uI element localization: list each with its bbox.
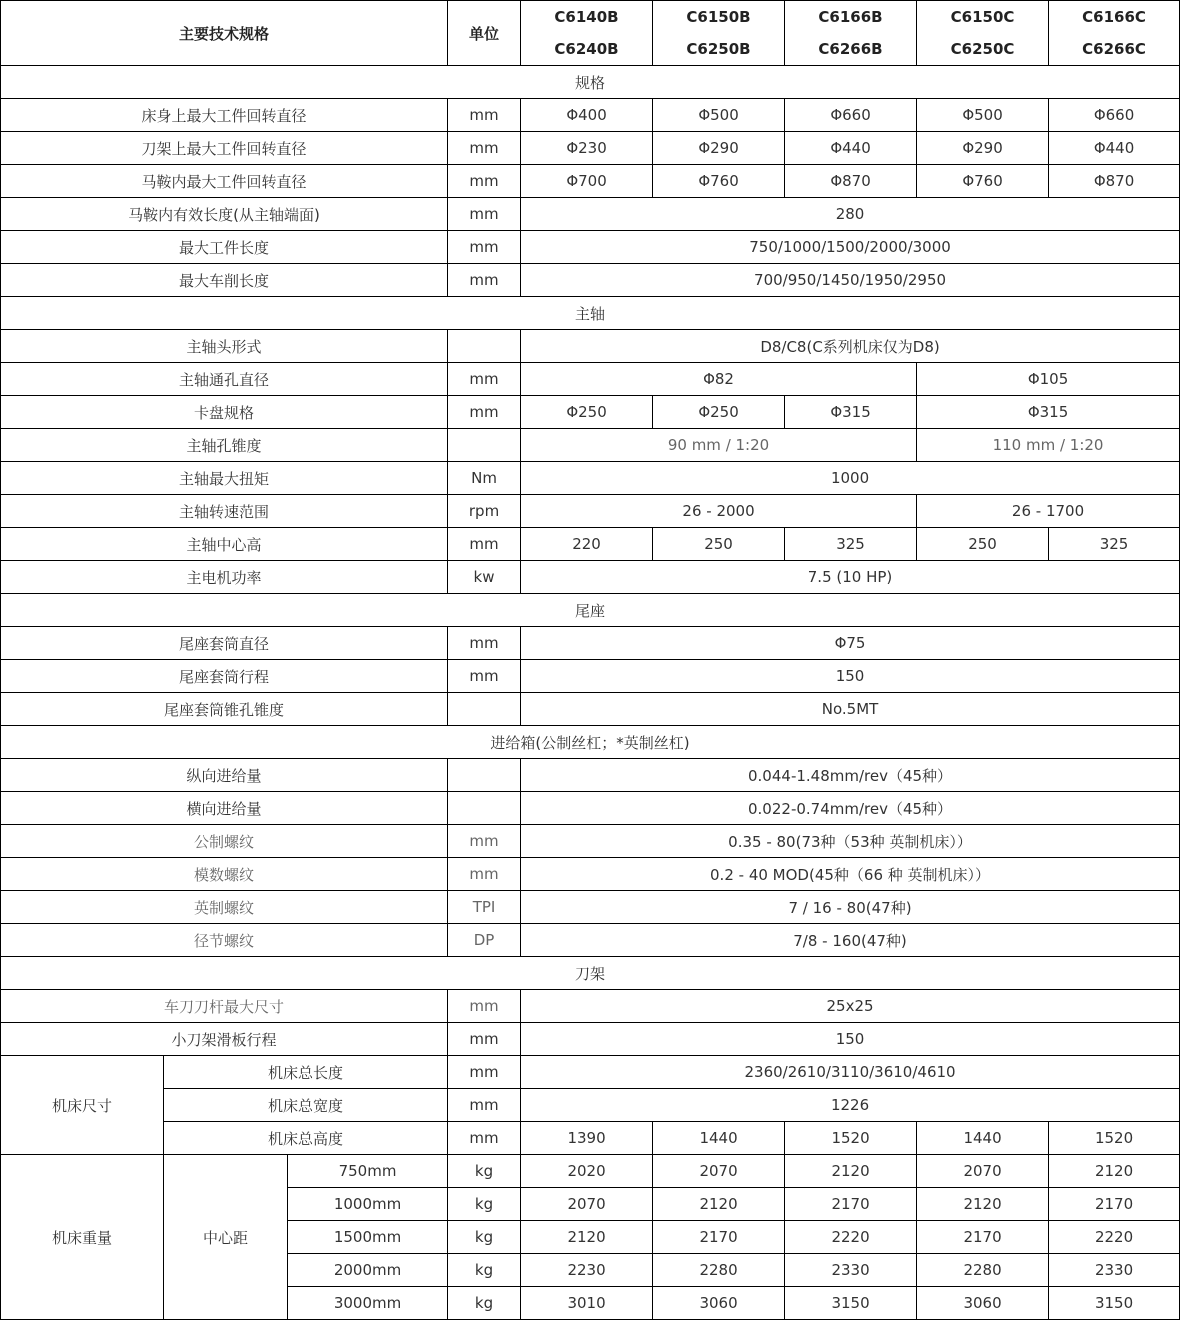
row-label: 750mm: [288, 1155, 448, 1188]
row-unit: mm: [448, 363, 521, 396]
row-label: 最大车削长度: [1, 264, 448, 297]
section-spec: 规格: [1, 66, 1180, 99]
row-unit: DP: [448, 924, 521, 957]
row-label: 主轴转速范围: [1, 495, 448, 528]
section-row: [1, 957, 1180, 990]
row-label: 尾座套筒锥孔锥度: [1, 693, 448, 726]
row-unit: kg: [448, 1254, 521, 1287]
row-label: 主轴中心高: [1, 528, 448, 561]
row-label: 机床总宽度: [164, 1089, 448, 1122]
row-unit: kg: [448, 1155, 521, 1188]
cell-value: Φ250: [521, 396, 653, 429]
row-label: 机床总长度: [164, 1056, 448, 1089]
section-tailstock: 尾座: [1, 594, 1180, 627]
row-label: 床身上最大工件回转直径: [1, 99, 448, 132]
row-unit: mm: [448, 660, 521, 693]
row-label: 刀架上最大工件回转直径: [1, 132, 448, 165]
row-label: 主轴最大扭矩: [1, 462, 448, 495]
cell-value: 7/8 - 160(47种): [521, 924, 1180, 957]
cell-value: 2120: [785, 1155, 917, 1188]
row-unit: mm: [448, 1122, 521, 1155]
table-row: [1, 891, 1180, 924]
table-row: [1, 231, 1180, 264]
dims-group-label: 机床尺寸: [1, 1056, 164, 1155]
row-label: 公制螺纹: [1, 825, 448, 858]
row-unit: mm: [448, 396, 521, 429]
cell-value: 2120: [653, 1188, 785, 1221]
table-row: [1, 1056, 1180, 1089]
header-unit: 单位: [448, 1, 521, 66]
row-unit: kg: [448, 1188, 521, 1221]
table-row: [1, 264, 1180, 297]
row-label: 纵向进给量: [1, 759, 448, 792]
section-row: [1, 66, 1180, 99]
cell-value: 280: [521, 198, 1180, 231]
row-label: 主轴通孔直径: [1, 363, 448, 396]
cell-value: 2170: [653, 1221, 785, 1254]
row-unit: mm: [448, 627, 521, 660]
cell-value: No.5MT: [521, 693, 1180, 726]
cell-value: 2070: [917, 1155, 1049, 1188]
row-label: 机床总高度: [164, 1122, 448, 1155]
row-label: 主轴孔锥度: [1, 429, 448, 462]
row-unit: mm: [448, 825, 521, 858]
cell-value: 2170: [917, 1221, 1049, 1254]
table-row: [1, 1089, 1180, 1122]
section-row: [1, 594, 1180, 627]
row-unit: mm: [448, 528, 521, 561]
table-row: [1, 561, 1180, 594]
row-unit: mm: [448, 99, 521, 132]
table-row: [1, 825, 1180, 858]
cell-value: 2220: [785, 1221, 917, 1254]
cell-value: 0.35 - 80(73种（53种 英制机床））: [521, 825, 1180, 858]
row-unit: [448, 330, 521, 363]
row-unit: [448, 429, 521, 462]
cell-value: 25x25: [521, 990, 1180, 1023]
header-spec: 主要技术规格: [1, 1, 448, 66]
table-row: [1, 1155, 1180, 1188]
cell-value: 2280: [653, 1254, 785, 1287]
cell-value: 2120: [1049, 1155, 1180, 1188]
row-label: 横向进给量: [1, 792, 448, 825]
row-unit: mm: [448, 231, 521, 264]
row-label: 3000mm: [288, 1287, 448, 1320]
cell-value: 26 - 1700: [917, 495, 1180, 528]
table-row: [1, 363, 1180, 396]
row-label: 马鞍内有效长度(从主轴端面): [1, 198, 448, 231]
row-label: 尾座套筒直径: [1, 627, 448, 660]
cell-value: 3010: [521, 1287, 653, 1320]
cell-value: 0.044-1.48mm/rev（45种）: [521, 759, 1180, 792]
row-label: 车刀刀杆最大尺寸: [1, 990, 448, 1023]
cell-value: Φ500: [917, 99, 1049, 132]
cell-value: Φ315: [917, 396, 1180, 429]
cell-value: Φ760: [653, 165, 785, 198]
cell-value: 250: [917, 528, 1049, 561]
row-unit: kg: [448, 1221, 521, 1254]
weight-group-label: 机床重量: [1, 1155, 164, 1320]
cell-value: 110 mm / 1:20: [917, 429, 1180, 462]
cell-value: 0.022-0.74mm/rev（45种）: [521, 792, 1180, 825]
cell-value: 2280: [917, 1254, 1049, 1287]
table-row: [1, 693, 1180, 726]
table-row: [1, 495, 1180, 528]
table-row: [1, 330, 1180, 363]
cell-value: 325: [785, 528, 917, 561]
row-label: 最大工件长度: [1, 231, 448, 264]
cell-value: 1520: [785, 1122, 917, 1155]
cell-value: Φ250: [653, 396, 785, 429]
row-unit: kg: [448, 1287, 521, 1320]
row-unit: mm: [448, 165, 521, 198]
cell-value: 2360/2610/3110/3610/4610: [521, 1056, 1180, 1089]
row-label: 1000mm: [288, 1188, 448, 1221]
table-row: [1, 660, 1180, 693]
cell-value: 1390: [521, 1122, 653, 1155]
row-unit: mm: [448, 990, 521, 1023]
cell-value: Φ315: [785, 396, 917, 429]
cell-value: 1000: [521, 462, 1180, 495]
section-toolpost: 刀架: [1, 957, 1180, 990]
cell-value: 3150: [1049, 1287, 1180, 1320]
row-label: 1500mm: [288, 1221, 448, 1254]
cell-value: Φ105: [917, 363, 1180, 396]
cell-value: Φ75: [521, 627, 1180, 660]
cell-value: 150: [521, 1023, 1180, 1056]
cell-value: 2330: [785, 1254, 917, 1287]
row-unit: mm: [448, 1056, 521, 1089]
cell-value: Φ290: [917, 132, 1049, 165]
cell-value: 3060: [917, 1287, 1049, 1320]
section-row: [1, 726, 1180, 759]
row-unit: TPI: [448, 891, 521, 924]
cell-value: 0.2 - 40 MOD(45种（66 种 英制机床））: [521, 858, 1180, 891]
cell-value: Φ700: [521, 165, 653, 198]
row-label: 英制螺纹: [1, 891, 448, 924]
cell-value: Φ290: [653, 132, 785, 165]
cell-value: 150: [521, 660, 1180, 693]
table-row: [1, 990, 1180, 1023]
row-unit: [448, 693, 521, 726]
cell-value: 2070: [653, 1155, 785, 1188]
cell-value: 1520: [1049, 1122, 1180, 1155]
row-unit: [448, 759, 521, 792]
cell-value: Φ870: [785, 165, 917, 198]
cell-value: D8/C8(C系列机床仅为D8): [521, 330, 1180, 363]
table-row: [1, 792, 1180, 825]
cell-value: 2120: [917, 1188, 1049, 1221]
row-label: 径节螺纹: [1, 924, 448, 957]
header-model-2: C6150B C6250B: [653, 1, 785, 66]
cell-value: 7.5 (10 HP): [521, 561, 1180, 594]
cell-value: 2230: [521, 1254, 653, 1287]
table-row: [1, 198, 1180, 231]
cell-value: 1226: [521, 1089, 1180, 1122]
row-unit: Nm: [448, 462, 521, 495]
cell-value: Φ400: [521, 99, 653, 132]
cell-value: Φ500: [653, 99, 785, 132]
row-unit: [448, 792, 521, 825]
table-row: [1, 528, 1180, 561]
section-spindle: 主轴: [1, 297, 1180, 330]
row-unit: mm: [448, 198, 521, 231]
cell-value: Φ440: [785, 132, 917, 165]
row-unit: mm: [448, 264, 521, 297]
table-row: [1, 429, 1180, 462]
cell-value: 2170: [785, 1188, 917, 1221]
row-label: 尾座套筒行程: [1, 660, 448, 693]
row-label: 主轴头形式: [1, 330, 448, 363]
table-row: [1, 924, 1180, 957]
table-row: [1, 858, 1180, 891]
cell-value: 220: [521, 528, 653, 561]
table-row: [1, 1122, 1180, 1155]
cell-value: Φ230: [521, 132, 653, 165]
cell-value: 2170: [1049, 1188, 1180, 1221]
cell-value: 2070: [521, 1188, 653, 1221]
table-row: [1, 759, 1180, 792]
cell-value: 3060: [653, 1287, 785, 1320]
section-feed: 进给箱(公制丝杠；*英制丝杠): [1, 726, 1180, 759]
cell-value: 2120: [521, 1221, 653, 1254]
row-unit: rpm: [448, 495, 521, 528]
table-row: [1, 99, 1180, 132]
cell-value: 3150: [785, 1287, 917, 1320]
table-row: [1, 396, 1180, 429]
header-model-5: C6166C C6266C: [1049, 1, 1180, 66]
row-label: 模数螺纹: [1, 858, 448, 891]
cell-value: 1440: [653, 1122, 785, 1155]
table-row: [1, 1023, 1180, 1056]
cell-value: Φ760: [917, 165, 1049, 198]
header-model-3: C6166B C6266B: [785, 1, 917, 66]
cell-value: 1440: [917, 1122, 1049, 1155]
cell-value: 26 - 2000: [521, 495, 917, 528]
row-label: 2000mm: [288, 1254, 448, 1287]
row-label: 马鞍内最大工件回转直径: [1, 165, 448, 198]
row-label: 小刀架滑板行程: [1, 1023, 448, 1056]
header-row: [1, 1, 1180, 66]
section-row: [1, 297, 1180, 330]
row-unit: kw: [448, 561, 521, 594]
row-unit: mm: [448, 1089, 521, 1122]
cell-value: 2220: [1049, 1221, 1180, 1254]
cell-value: Φ660: [1049, 99, 1180, 132]
cell-value: 7 / 16 - 80(47种): [521, 891, 1180, 924]
header-model-4: C6150C C6250C: [917, 1, 1049, 66]
table-row: [1, 462, 1180, 495]
cell-value: 90 mm / 1:20: [521, 429, 917, 462]
row-unit: mm: [448, 858, 521, 891]
cell-value: 700/950/1450/1950/2950: [521, 264, 1180, 297]
header-model-1: C6140B C6240B: [521, 1, 653, 66]
cell-value: Φ660: [785, 99, 917, 132]
cell-value: 750/1000/1500/2000/3000: [521, 231, 1180, 264]
cell-value: 250: [653, 528, 785, 561]
row-label: 卡盘规格: [1, 396, 448, 429]
row-unit: mm: [448, 132, 521, 165]
table-row: [1, 132, 1180, 165]
cell-value: Φ870: [1049, 165, 1180, 198]
table-row: [1, 165, 1180, 198]
weight-sub-label: 中心距: [164, 1155, 288, 1320]
table-row: [1, 627, 1180, 660]
cell-value: Φ82: [521, 363, 917, 396]
cell-value: 2330: [1049, 1254, 1180, 1287]
cell-value: Φ440: [1049, 132, 1180, 165]
row-label: 主电机功率: [1, 561, 448, 594]
row-unit: mm: [448, 1023, 521, 1056]
cell-value: 2020: [521, 1155, 653, 1188]
cell-value: 325: [1049, 528, 1180, 561]
